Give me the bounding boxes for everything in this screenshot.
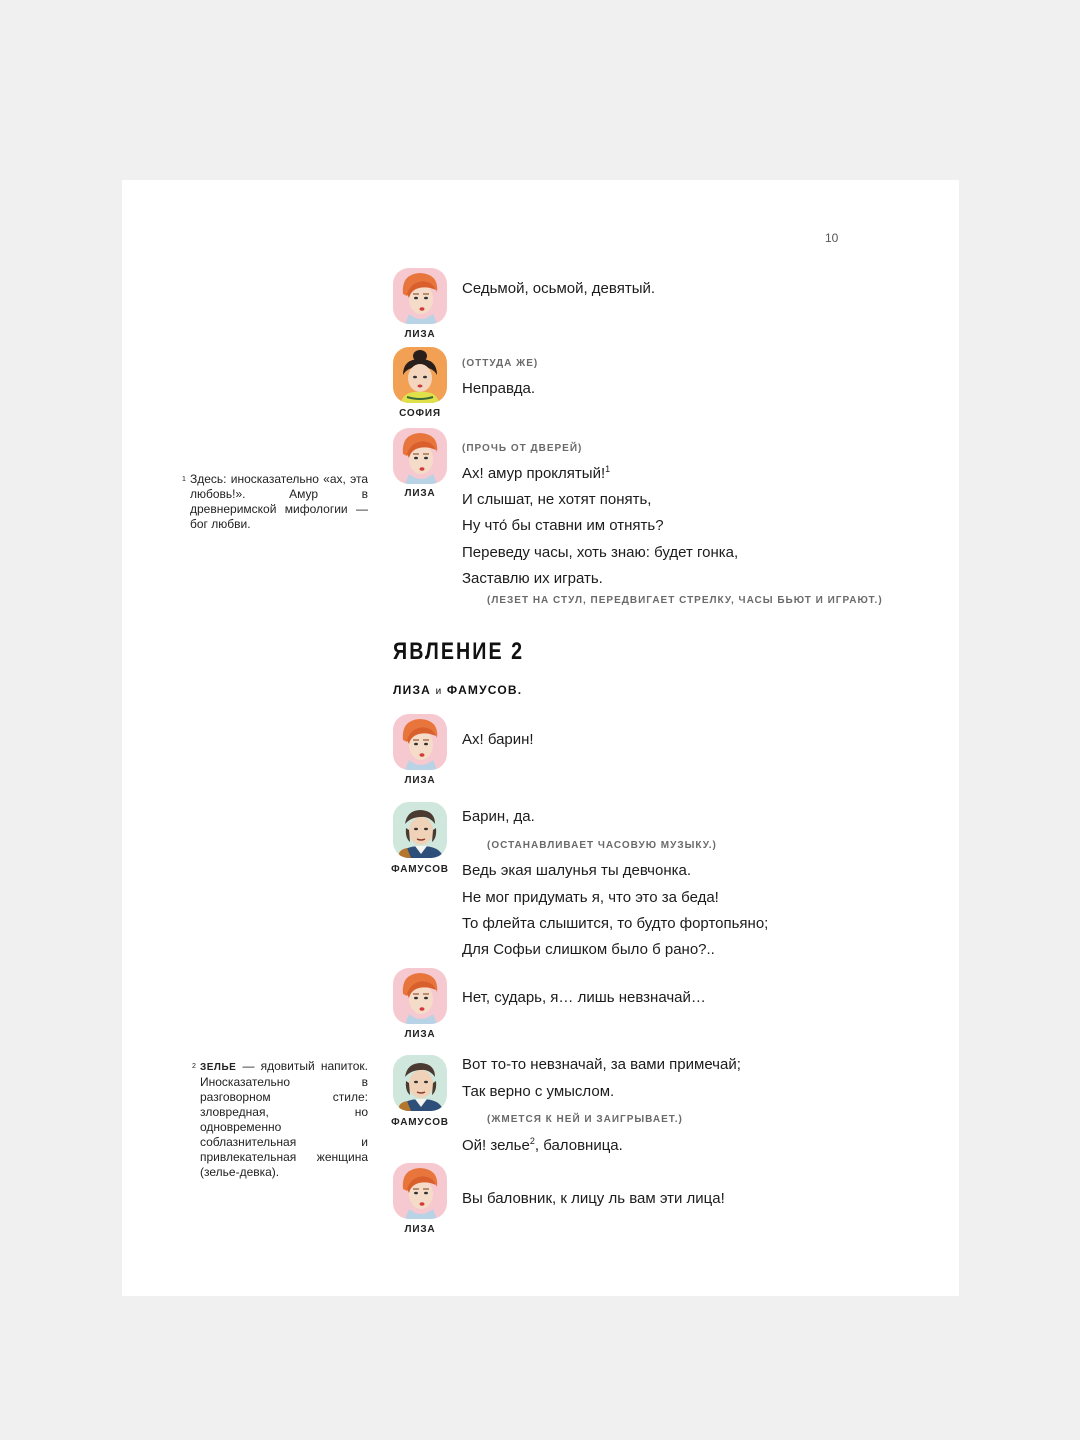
- dialogue-line: Вот то-то невзначай, за вами примечай;: [462, 1056, 741, 1073]
- liza-portrait: [393, 428, 447, 484]
- footnote-mark: 2: [192, 1063, 196, 1070]
- dialogue-text: Ой! зелье: [462, 1137, 530, 1154]
- scene-cast: [393, 683, 522, 697]
- liza-icon: [393, 428, 447, 484]
- stage-direction: (ПРОЧЬ ОТ ДВЕРЕЙ): [462, 443, 583, 454]
- dialogue-line: Барин, да.: [462, 808, 535, 825]
- stage-direction: (ОТТУДА ЖЕ): [462, 358, 539, 369]
- footnote-mark: 1: [182, 476, 186, 483]
- dialogue-line: Заставлю их играть.: [462, 570, 603, 587]
- dialogue-line: И слышат, не хотят понять,: [462, 491, 652, 508]
- liza-icon: [393, 1163, 447, 1219]
- character-name-famusov: ФАМУСОВ: [391, 864, 449, 875]
- dialogue-line: Ах! барин!: [462, 731, 534, 748]
- cast-name: ФАМУСОВ: [446, 683, 518, 697]
- character-name-sofia: СОФИЯ: [399, 408, 441, 419]
- dialogue-line: То флейта слышится, то будто фортопьяно;: [462, 915, 769, 932]
- famusov-icon: [393, 1055, 447, 1111]
- cast-name: ЛИЗА: [393, 683, 432, 697]
- dialogue-line: Переведу часы, хоть знаю: будет гонка,: [462, 544, 739, 561]
- dialogue-line: Вы баловник, к лицу ль вам эти лица!: [462, 1190, 725, 1207]
- page-number: 10: [825, 231, 839, 245]
- character-name-liza: ЛИЗА: [404, 775, 436, 786]
- liza-portrait: [393, 714, 447, 770]
- liza-icon: [393, 968, 447, 1024]
- liza-portrait: [393, 1163, 447, 1219]
- dialogue-line: [462, 464, 610, 484]
- stage-direction: (ОСТАНАВЛИВАЕТ ЧАСОВУЮ МУЗЫКУ.): [487, 840, 717, 851]
- book-page: [122, 180, 959, 1296]
- liza-icon: [393, 268, 447, 324]
- stage-direction: (ЛЕЗЕТ НА СТУЛ, ПЕРЕДВИГАЕТ СТРЕЛКУ, ЧАСЫ БЬЮТ И ИГРАЮТ.): [487, 595, 883, 606]
- sofia-portrait: [393, 347, 447, 403]
- dialogue-line: Седьмой, осьмой, девятый.: [462, 280, 656, 297]
- stage-direction: (ЖМЕТСЯ К НЕЙ И ЗАИГРЫВАЕТ.): [487, 1114, 683, 1125]
- dialogue-line: Так верно с умыслом.: [462, 1083, 615, 1100]
- famusov-icon: [393, 802, 447, 858]
- scene-title: ЯВЛЕНИЕ 2: [393, 638, 525, 665]
- liza-portrait: [393, 968, 447, 1024]
- dialogue-line: Нет, сударь, я… лишь невзначай…: [462, 989, 706, 1006]
- liza-icon: [393, 714, 447, 770]
- footnote-2: [192, 1059, 368, 1180]
- dialogue-line: [462, 1136, 623, 1156]
- sofia-icon: [393, 347, 447, 403]
- cast-and: и: [435, 686, 443, 697]
- liza-portrait: [393, 268, 447, 324]
- footnote-text: — ядовитый напиток. Иносказательно в разговорном стиле: зловредная, но одновременно соблазнительная и привлекательная женщина (зелье-девка).: [200, 1059, 368, 1179]
- dialogue-text: Ах! амур проклятый!: [462, 465, 606, 482]
- dialogue-line: Не мог придумать я, что это за беда!: [462, 889, 719, 906]
- footnote-ref[interactable]: 2: [529, 1136, 535, 1146]
- character-name-famusov: ФАМУСОВ: [391, 1117, 449, 1128]
- dialogue-line: Для Софьи слишком было б рано?..: [462, 941, 715, 958]
- dialogue-line: Ну что́ бы ставни им отнять?: [462, 517, 664, 534]
- footnote-text: Здесь: иносказательно «ах, эта любовь!». Амур в древнеримской мифологии — бог любви.: [190, 472, 368, 531]
- dialogue-line: Неправда.: [462, 380, 536, 397]
- dialogue-text: , баловница.: [534, 1137, 623, 1154]
- famusov-portrait: [393, 802, 447, 858]
- footnote-ref[interactable]: 1: [605, 464, 611, 474]
- character-name-liza: ЛИЗА: [404, 1029, 436, 1040]
- character-name-liza: ЛИЗА: [404, 488, 436, 499]
- footnote-1: [182, 472, 368, 532]
- character-name-liza: ЛИЗА: [404, 329, 436, 340]
- footnote-term: ЗЕЛЬЕ: [200, 1062, 237, 1073]
- character-name-liza: ЛИЗА: [404, 1224, 436, 1235]
- cast-dot: .: [517, 683, 523, 697]
- famusov-portrait: [393, 1055, 447, 1111]
- dialogue-line: Ведь экая шалунья ты девчонка.: [462, 862, 691, 879]
